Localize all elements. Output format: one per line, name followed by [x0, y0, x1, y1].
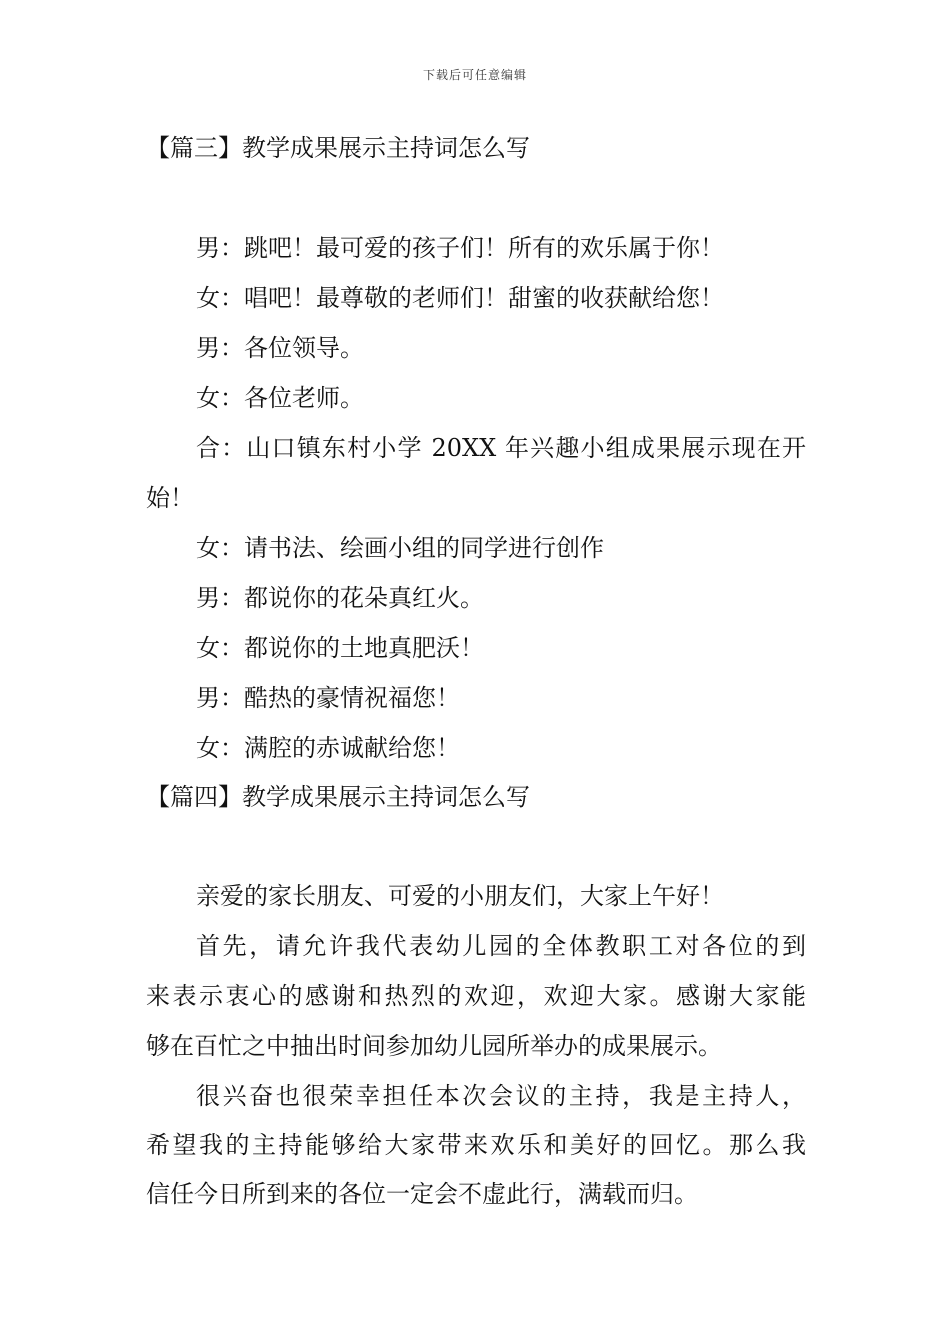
- paragraph-line: 信任今日所到来的各位一定会不虚此行，满载而归。: [146, 1180, 698, 1208]
- page-header-note: 下载后可任意编辑: [422, 68, 527, 82]
- dialogue-line: 女：请书法、绘画小组的同学进行创作: [196, 534, 604, 562]
- dialogue-line: 女：唱吧！最尊敬的老师们！甜蜜的收获献给您！: [196, 284, 724, 312]
- dialogue-line: 男：各位领导。: [196, 334, 364, 362]
- paragraph-line: 很兴奋也很荣幸担任本次会议的主持，我是主持人，: [196, 1082, 806, 1110]
- paragraph-line: 首先，请允许我代表幼儿园的全体教职工对各位的到: [196, 932, 806, 960]
- dialogue-line: 女：满腔的赤诚献给您！: [196, 734, 460, 762]
- section4-title: 【篇四】教学成果展示主持词怎么写: [146, 783, 530, 811]
- paragraph-line: 希望我的主持能够给大家带来欢乐和美好的回忆。那么我: [146, 1131, 806, 1159]
- section3-title: 【篇三】教学成果展示主持词怎么写: [146, 134, 530, 162]
- dialogue-line: 男：都说你的花朵真红火。: [196, 584, 484, 612]
- paragraph-line: 够在百忙之中抽出时间参加幼儿园所举办的成果展示。: [146, 1032, 722, 1060]
- dialogue-line: 女：都说你的土地真肥沃！: [196, 634, 484, 662]
- paragraph-line: 亲爱的家长朋友、可爱的小朋友们，大家上午好！: [196, 882, 724, 910]
- dialogue-line: 男：跳吧！最可爱的孩子们！所有的欢乐属于你！: [196, 234, 724, 262]
- dialogue-line: 女：各位老师。: [196, 384, 364, 412]
- dialogue-line: 男：酷热的豪情祝福您！: [196, 684, 460, 712]
- paragraph-line: 来表示衷心的感谢和热烈的欢迎，欢迎大家。感谢大家能: [146, 982, 806, 1010]
- dialogue-line-continued: 始！: [146, 484, 194, 512]
- dialogue-line: 合：山口镇东村小学 20XX 年兴趣小组成果展示现在开: [196, 434, 806, 462]
